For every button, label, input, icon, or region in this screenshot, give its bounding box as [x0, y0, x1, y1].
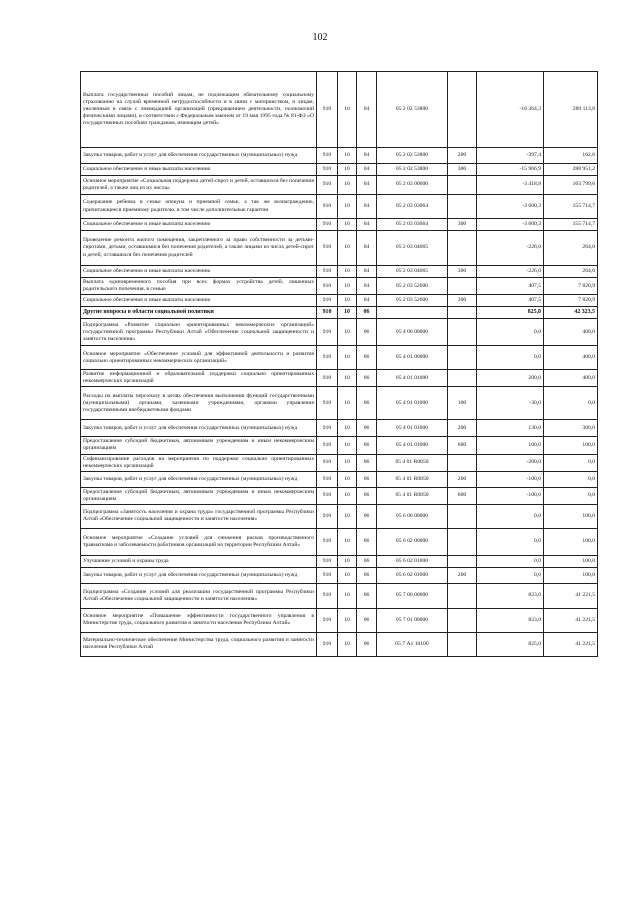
row-section-code: 10: [338, 346, 357, 370]
row-section-code: 10: [338, 608, 357, 632]
row-expense-type: 200: [448, 567, 477, 583]
row-target-article: 05 7 01 00000: [377, 608, 448, 632]
row-name: Предоставление субсидий бюджетным, автономным учреждениям и иным некоммерческим организациям: [81, 487, 317, 504]
row-amount-change: 0,0: [477, 567, 544, 583]
row-subsection-code: 06: [357, 454, 377, 471]
row-amount-change: 0,0: [477, 528, 544, 555]
row-amount-total: 0,0: [544, 454, 598, 471]
row-name: Закупка товаров, работ и услуг для обеспечения государственных (муниципальных) нужд: [81, 148, 317, 164]
row-amount-total: 7 820,9: [544, 295, 598, 307]
row-amount-total: 264,0: [544, 266, 598, 278]
table-row: [81, 608, 598, 632]
row-section-code: 10: [338, 387, 357, 420]
row-target-article: 05 4 01 01000: [377, 370, 448, 387]
table-row: [81, 148, 598, 164]
row-expense-type: [448, 528, 477, 555]
row-name: Закупка товаров, работ и услуг для обеспечения государственных (муниципальных) нужд: [81, 471, 317, 487]
row-amount-change: 0,0: [477, 504, 544, 528]
row-amount-change: -200,0: [477, 454, 544, 471]
row-section-code: 10: [338, 504, 357, 528]
row-target-article: 05 2 03 52600: [377, 295, 448, 307]
row-grbs-code: 910: [317, 219, 338, 231]
row-name: Содержание ребенка в семье опекуна и приемной семье, а так же вознаграждение, причитающееся приемному родителю, в том числе дополнительные гарантии: [81, 195, 317, 219]
row-expense-type: [448, 319, 477, 346]
row-expense-type: [448, 370, 477, 387]
row-amount-total: 264,0: [544, 231, 598, 266]
table-row: [81, 176, 598, 195]
row-subsection-code: 06: [357, 387, 377, 420]
row-amount-total: 400,0: [544, 346, 598, 370]
row-amount-total: 162,6: [544, 148, 598, 164]
row-section-code: 10: [338, 528, 357, 555]
row-amount-change: 407,5: [477, 278, 544, 295]
row-amount-total: 100,0: [544, 437, 598, 454]
row-amount-change: -3 418,8: [477, 176, 544, 195]
row-amount-change: 0,0: [477, 555, 544, 567]
row-name: Подпрограмма «Развитие социально ориентированных некоммерческих организаций» государственной программы Республики Алтай «Обеспечение социальной защищенности и занятости населения»: [81, 319, 317, 346]
row-expense-type: [448, 454, 477, 471]
row-subsection-code: 06: [357, 319, 377, 346]
row-amount-change: 407,5: [477, 295, 544, 307]
row-amount-change: 0,0: [477, 346, 544, 370]
row-section-code: 10: [338, 487, 357, 504]
row-subsection-code: 04: [357, 219, 377, 231]
row-expense-type: [448, 608, 477, 632]
row-grbs-code: 910: [317, 307, 338, 319]
row-name: Основное мероприятие «Создание условий для снижения рисков производственного травматизма и заболеваемости работников организаций на территории Республики Алтай»: [81, 528, 317, 555]
row-subsection-code: 06: [357, 307, 377, 319]
row-subsection-code: 06: [357, 370, 377, 387]
table-row: [81, 420, 598, 437]
row-amount-change: 100,0: [477, 437, 544, 454]
row-amount-total: 100,0: [544, 567, 598, 583]
row-subsection-code: 06: [357, 420, 377, 437]
row-section-code: 10: [338, 454, 357, 471]
row-target-article: 05 4 01 R0850: [377, 487, 448, 504]
row-amount-change: 130,0: [477, 420, 544, 437]
row-amount-total: 41 221,5: [544, 608, 598, 632]
row-target-article: 05 4 01 00000: [377, 346, 448, 370]
row-amount-total: 41 221,5: [544, 583, 598, 608]
row-name: Предоставление субсидий бюджетным, автономным учреждениям и иным некоммерческим организациям: [81, 437, 317, 454]
row-grbs-code: 910: [317, 295, 338, 307]
table-row: [81, 231, 598, 266]
row-name: Улучшение условий и охраны труда: [81, 555, 317, 567]
row-target-article: 05 4 00 00000: [377, 319, 448, 346]
row-amount-change: -226,0: [477, 231, 544, 266]
row-subsection-code: 04: [357, 148, 377, 164]
row-target-article: 05 4 01 01000: [377, 387, 448, 420]
row-amount-change: 200,0: [477, 370, 544, 387]
row-expense-type: 600: [448, 437, 477, 454]
row-amount-total: 100,0: [544, 555, 598, 567]
row-name: Социальное обеспечение и иные выплаты населению: [81, 219, 317, 231]
row-grbs-code: 910: [317, 319, 338, 346]
table-row: [81, 528, 598, 555]
row-grbs-code: 910: [317, 437, 338, 454]
row-subsection-code: 06: [357, 504, 377, 528]
row-section-code: 10: [338, 219, 357, 231]
row-name: Подпрограмма «Создание условий для реализации государственной программы Республики Алтай «Обеспечение социальной защищенности и занятости населения»: [81, 583, 317, 608]
row-section-code: 10: [338, 555, 357, 567]
row-subsection-code: 04: [357, 295, 377, 307]
table-row: [81, 454, 598, 471]
row-target-article: 05 6 02 01000: [377, 555, 448, 567]
row-expense-type: [448, 583, 477, 608]
row-amount-total: 100,0: [544, 528, 598, 555]
row-name: Подпрограмма «Занятость населения и охрана труда» государственной программы Республики Алтай «Обеспечение социальной защищенности и занятости населения»: [81, 504, 317, 528]
budget-table: [80, 71, 598, 657]
row-name: Развитие информационной и образовательной поддержки социально ориентированных некоммерческих организаций: [81, 370, 317, 387]
row-section-code: 10: [338, 437, 357, 454]
row-subsection-code: 06: [357, 567, 377, 583]
row-section-code: 10: [338, 370, 357, 387]
row-subsection-code: 06: [357, 608, 377, 632]
table-row: [81, 195, 598, 219]
row-expense-type: 200: [448, 420, 477, 437]
row-target-article: 05 4 01 R0850: [377, 454, 448, 471]
row-name: Основное мероприятие «Обеспечение условий для эффективной деятельности и развития социально ориентированных некоммерческих организаций»: [81, 346, 317, 370]
row-subsection-code: 04: [357, 231, 377, 266]
row-name: Проведение ремонта жилого помещения, закрепленного за право собственности за детьми-сиротами, детьми, оставшимися без попечения родителей, а также лицами из числа детей-сирот и детей, оставшихся без попечения родителей: [81, 231, 317, 266]
budget-table-body: [81, 72, 598, 657]
row-grbs-code: 910: [317, 370, 338, 387]
row-amount-total: 400,0: [544, 319, 598, 346]
row-amount-total: 0,0: [544, 387, 598, 420]
row-expense-type: 300: [448, 219, 477, 231]
row-section-code: 10: [338, 471, 357, 487]
row-target-article: 05 6 02 00000: [377, 528, 448, 555]
row-amount-total: 289 113,8: [544, 72, 598, 148]
row-section-code: 10: [338, 231, 357, 266]
table-row: [81, 319, 598, 346]
row-amount-change: 0,0: [477, 319, 544, 346]
row-expense-type: [448, 504, 477, 528]
row-name: Основное мероприятие «Повышение эффективности государственного управления в Министерстве труда, социального развития и занятости населения Республики Алтай»: [81, 608, 317, 632]
row-grbs-code: 910: [317, 148, 338, 164]
row-target-article: 05 7 00 00000: [377, 583, 448, 608]
row-target-article: 05 2 03 00000: [377, 176, 448, 195]
row-section-code: 10: [338, 319, 357, 346]
row-name: Социальное обеспечение и иные выплаты населению: [81, 295, 317, 307]
row-target-article: 05 2 03 52600: [377, 278, 448, 295]
row-expense-type: [448, 278, 477, 295]
row-expense-type: 100: [448, 387, 477, 420]
table-row: [81, 471, 598, 487]
row-amount-total: 0,0: [544, 487, 598, 504]
row-expense-type: [448, 72, 477, 148]
row-target-article: 05 4 01 R0850: [377, 471, 448, 487]
row-grbs-code: 910: [317, 195, 338, 219]
row-subsection-code: 06: [357, 346, 377, 370]
table-row: [81, 219, 598, 231]
row-section-code: 10: [338, 176, 357, 195]
row-expense-type: [448, 346, 477, 370]
table-row: [81, 295, 598, 307]
table-row: [81, 307, 598, 319]
row-amount-change: 823,0: [477, 583, 544, 608]
row-grbs-code: 910: [317, 608, 338, 632]
row-target-article: 05 2 03 04065: [377, 231, 448, 266]
row-name: Выплата государственных пособий лицам, не подлежащим обязательному социальному страхованию на случай временной нетрудоспособности и в связи с материнством, и лицам, уволенным в связи с ликвидацией организаций (прекращением деятельности, полномочий физическими лицами), в соответствии с Федеральным законом от 19 мая 1995 года № 81-ФЗ «О государственных пособиях гражданам, имеющим детей»: [81, 72, 317, 148]
row-target-article: [377, 307, 448, 319]
row-subsection-code: 06: [357, 583, 377, 608]
row-subsection-code: 06: [357, 528, 377, 555]
row-target-article: 05 4 01 01000: [377, 420, 448, 437]
row-grbs-code: 910: [317, 487, 338, 504]
row-section-code: 10: [338, 632, 357, 656]
row-expense-type: [448, 632, 477, 656]
row-amount-change: -397,4: [477, 148, 544, 164]
table-row: [81, 632, 598, 656]
row-target-article: 05 7 А1 10100: [377, 632, 448, 656]
row-section-code: 10: [338, 148, 357, 164]
row-amount-total: 7 820,9: [544, 278, 598, 295]
row-amount-total: 41 221,5: [544, 632, 598, 656]
row-target-article: 05 4 01 01000: [377, 437, 448, 454]
table-row: [81, 555, 598, 567]
row-grbs-code: 910: [317, 231, 338, 266]
row-name: Основное мероприятие «Социальная поддержка детей-сирот и детей, оставшихся без попечения родителей, а также лиц из их числа»: [81, 176, 317, 195]
row-grbs-code: 910: [317, 454, 338, 471]
row-expense-type: 200: [448, 148, 477, 164]
row-amount-total: 100,0: [544, 504, 598, 528]
table-row: [81, 72, 598, 148]
row-expense-type: [448, 231, 477, 266]
row-subsection-code: 04: [357, 278, 377, 295]
table-row: [81, 504, 598, 528]
row-section-code: 10: [338, 295, 357, 307]
row-subsection-code: 06: [357, 487, 377, 504]
table-row: [81, 487, 598, 504]
row-subsection-code: 06: [357, 437, 377, 454]
row-name: Другие вопросы в области социальной политики: [81, 307, 317, 319]
row-amount-total: 300,0: [544, 420, 598, 437]
row-target-article: 05 2 03 04065: [377, 266, 448, 278]
row-amount-total: 163 799,6: [544, 176, 598, 195]
table-row: [81, 164, 598, 176]
row-grbs-code: 910: [317, 346, 338, 370]
row-grbs-code: 910: [317, 387, 338, 420]
row-amount-change: -3 600,3: [477, 219, 544, 231]
row-grbs-code: 910: [317, 176, 338, 195]
row-amount-total: 155 714,7: [544, 219, 598, 231]
row-target-article: 05 2 02 53800: [377, 148, 448, 164]
row-name: Закупка товаров, работ и услуг для обеспечения государственных (муниципальных) нужд: [81, 420, 317, 437]
row-grbs-code: 910: [317, 632, 338, 656]
row-grbs-code: 910: [317, 583, 338, 608]
row-amount-total: 288 951,2: [544, 164, 598, 176]
row-expense-type: 300: [448, 266, 477, 278]
table-row: [81, 387, 598, 420]
row-section-code: 10: [338, 420, 357, 437]
row-section-code: 10: [338, 278, 357, 295]
row-section-code: 10: [338, 567, 357, 583]
row-name: Материально-техническое обеспечение Министерства труда, социального развития и занятости населения Республики Алтай: [81, 632, 317, 656]
row-section-code: 10: [338, 72, 357, 148]
row-subsection-code: 06: [357, 632, 377, 656]
row-expense-type: 600: [448, 487, 477, 504]
row-grbs-code: 910: [317, 72, 338, 148]
row-grbs-code: 910: [317, 164, 338, 176]
row-target-article: 05 6 02 01000: [377, 567, 448, 583]
row-amount-total: 400,0: [544, 370, 598, 387]
row-subsection-code: 04: [357, 195, 377, 219]
row-subsection-code: 06: [357, 555, 377, 567]
row-amount-total: 0,0: [544, 471, 598, 487]
row-amount-change: -226,0: [477, 266, 544, 278]
row-amount-change: -3 600,3: [477, 195, 544, 219]
row-grbs-code: 910: [317, 266, 338, 278]
row-grbs-code: 910: [317, 567, 338, 583]
row-name: Расходы на выплаты персоналу в целях обеспечения выполнения функций государственными (муниципальными) органами, казенными учреждениями, органами управления государственными внебюджетными фондами: [81, 387, 317, 420]
row-grbs-code: 910: [317, 555, 338, 567]
table-row: [81, 346, 598, 370]
row-amount-change: 825,0: [477, 307, 544, 319]
row-expense-type: 300: [448, 164, 477, 176]
row-target-article: 05 2 03 03064: [377, 219, 448, 231]
row-amount-change: -30,0: [477, 387, 544, 420]
row-expense-type: [448, 307, 477, 319]
row-subsection-code: 04: [357, 266, 377, 278]
row-name: Закупка товаров, работ и услуг для обеспечения государственных (муниципальных) нужд: [81, 567, 317, 583]
row-amount-total: 42 323,5: [544, 307, 598, 319]
row-amount-change: -100,0: [477, 487, 544, 504]
row-subsection-code: 06: [357, 471, 377, 487]
row-amount-change: 823,0: [477, 608, 544, 632]
table-row: [81, 370, 598, 387]
row-subsection-code: 04: [357, 164, 377, 176]
row-expense-type: [448, 176, 477, 195]
row-section-code: 10: [338, 307, 357, 319]
row-section-code: 10: [338, 164, 357, 176]
row-amount-change: -16 364,3: [477, 72, 544, 148]
row-name: Выплата единовременного пособия при всех формах устройства детей, лишенных родительского попечения, в семью: [81, 278, 317, 295]
table-row: [81, 437, 598, 454]
row-amount-total: 155 714,7: [544, 195, 598, 219]
row-target-article: 05 2 03 03064: [377, 195, 448, 219]
row-amount-change: -100,0: [477, 471, 544, 487]
row-section-code: 10: [338, 583, 357, 608]
row-section-code: 10: [338, 195, 357, 219]
row-subsection-code: 04: [357, 176, 377, 195]
row-grbs-code: 910: [317, 278, 338, 295]
row-grbs-code: 910: [317, 528, 338, 555]
table-row: [81, 567, 598, 583]
row-target-article: 05 6 00 00000: [377, 504, 448, 528]
row-grbs-code: 910: [317, 471, 338, 487]
row-amount-change: 825,0: [477, 632, 544, 656]
row-subsection-code: 04: [357, 72, 377, 148]
row-name: Социальное обеспечение и иные выплаты населению: [81, 164, 317, 176]
page-number: 102: [312, 32, 328, 43]
row-grbs-code: 910: [317, 420, 338, 437]
row-expense-type: 300: [448, 295, 477, 307]
row-amount-change: -15 966,9: [477, 164, 544, 176]
row-expense-type: [448, 195, 477, 219]
row-expense-type: [448, 555, 477, 567]
table-row: [81, 278, 598, 295]
row-name: Социальное обеспечение и иные выплаты населению: [81, 266, 317, 278]
row-grbs-code: 910: [317, 504, 338, 528]
row-expense-type: 200: [448, 471, 477, 487]
row-target-article: 05 2 02 53800: [377, 164, 448, 176]
row-target-article: 05 2 02 53800: [377, 72, 448, 148]
table-row: [81, 266, 598, 278]
row-section-code: 10: [338, 266, 357, 278]
table-row: [81, 583, 598, 608]
row-name: Софинансирование расходов на мероприятия по поддержке социально ориентированных некоммерческих организаций: [81, 454, 317, 471]
